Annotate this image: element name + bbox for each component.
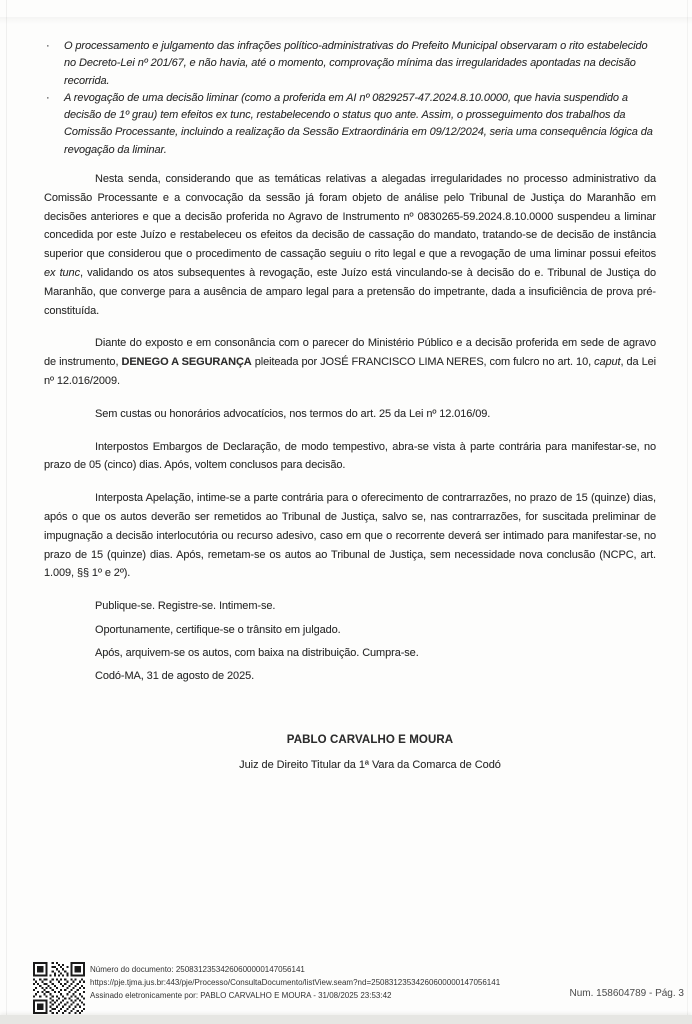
paragraph-nesta-senda bbox=[44, 170, 656, 320]
paragraph-embargos bbox=[44, 438, 656, 476]
text-segment-denego: DENEGO A SEGURANÇA bbox=[121, 356, 252, 369]
paragraph-date-place bbox=[44, 667, 656, 686]
text-segment: Interposta Apelação, intime-se a parte contrária para o oferecimento de contrarrazões, no prazo de 15 (quinze) dias, após o que os autos deverão ser remetidos ao Tribunal de Justiça, salvo se, nas contrarrazões, for suscitada preliminar de impugnação a decisão interlocutória ou recurso adesivo, caso em que o recorrente deverá ser intimado para manifestar-se, no prazo de 15 (quinze) dias. Após, remetam-se os autos ao Tribunal de Justiça, sem necessidade nova conclusão (NCPC, art. 1.009, §§ 1º e 2º). bbox=[44, 492, 656, 580]
paragraph-dispositivo bbox=[44, 334, 656, 390]
paragraph-arquivamento bbox=[44, 644, 656, 663]
paragraph-sem-custas bbox=[44, 405, 656, 424]
text-segment: Sem custas ou honorários advocatícios, nos termos do art. 25 da Lei nº 12.016/09. bbox=[95, 407, 491, 420]
scan-shadow-top bbox=[0, 17, 692, 24]
signature-name: PABLO CARVALHO E MOURA bbox=[286, 733, 454, 746]
text-segment: , validando os atos subsequentes à revogação, este Juízo está vinculando-se à decisão do e. Tribunal de Justiça do Maranhão, que converge para a ausência de amparo legal para a pretensão do impetrante, dada a insuficiência de prova pré-constituída. bbox=[44, 267, 657, 317]
footer-doc-number: Número do documento: 25083123534260600000147056141 bbox=[90, 965, 305, 974]
footer-url: https://pje.tjma.jus.br:443/pje/Processo/ConsultaDocumento/listView.seam?nd=25083123534260600000147056141 bbox=[90, 978, 501, 987]
text-segment: Diante do exposto e em consonância com o parecer do Ministério Público e a decisão proferida em sede de agravo de instrumento, bbox=[44, 337, 656, 369]
paragraph-transito bbox=[44, 621, 656, 640]
text-segment: , da Lei nº 12.016/2009. bbox=[44, 356, 656, 388]
footer-meta bbox=[90, 963, 500, 1002]
qr-code bbox=[33, 962, 85, 1014]
bullet-marker: · bbox=[46, 91, 50, 104]
observation-item bbox=[44, 90, 656, 159]
text-segment: O processamento e julgamento das infrações político-administrativas do Prefeito Municipal observaram o rito estabelecido no Decreto-Lei nº 201/67, e não havia, até o momento, comprovação mínima das irregularidades apontadas na decisão recorrida. bbox=[64, 40, 648, 87]
text-segment: Nesta senda, considerando que as temáticas relativas a alegadas irregularidades no processo administrativo da Comissão Processante e a convocação da sessão já foram objeto de análise pelo Tribunal de Justiça do Maranhão em decisões anteriores e que a decisão proferida no Agravo de Instrumento nº 0830265-59.2024.8.10.0000 suspendeu a liminar concedida por este Juízo e restabeleceu os efeitos da decisão de cassação do mandato, tratando-se de decisão de instância superior que considerou que o procedimento de cassação seguiu o rito legal e que a revogação de uma liminar possui efeitos bbox=[44, 173, 656, 261]
observation-item bbox=[44, 38, 656, 90]
paragraph-apelacao bbox=[44, 489, 656, 583]
signature-role: Juiz de Direito Titular da 1ª Vara da Comarca de Codó bbox=[239, 758, 501, 771]
bullet-marker: · bbox=[46, 40, 50, 52]
text-segment: pleiteada por JOSÉ FRANCISCO LIMA NERES, com fulcro no art. 10, bbox=[251, 356, 595, 369]
text-segment: Após, arquivem-se os autos, com baixa na distribuição. Cumpra-se. bbox=[95, 646, 419, 659]
signature-block bbox=[44, 734, 656, 771]
text-segment: Publique-se. Registre-se. Intimem-se. bbox=[95, 600, 276, 613]
footer-page-ref: Num. 158604789 - Pág. 3 bbox=[569, 988, 684, 999]
paragraph-publique bbox=[44, 597, 656, 616]
footer-signed-by: Assinado eletronicamente por: PABLO CARVALHO E MOURA - 31/08/2025 23:53:42 bbox=[90, 991, 392, 1000]
text-segment: Codó-MA, 31 de agosto de 2025. bbox=[95, 670, 255, 683]
document-content bbox=[44, 38, 656, 771]
text-segment: caput bbox=[594, 356, 621, 369]
scan-edge-bottom bbox=[0, 1015, 692, 1024]
text-segment: Interpostos Embargos de Declaração, de modo tempestivo, abra-se vista à parte contrária para manifestar-se, no prazo de 05 (cinco) dias. Após, voltem conclusos para decisão. bbox=[44, 440, 656, 472]
scan-edge-left bbox=[6, 0, 7, 1024]
text-segment: A revogação de uma decisão liminar (como a proferida em AI nº 0829257-47.2024.8.10.0000, que havia suspendido a decisão de 1º grau) tem efeitos ex tunc, restabelecendo o status quo ante. Assim, o prosseguimento dos trabalhos da Comissão Processante, incluindo a realização da Sessão Extraordinária em 09/12/2024, seria uma consequência lógica da revogação da liminar. bbox=[64, 91, 653, 156]
text-segment: Oportunamente, certifique-se o trânsito em julgado. bbox=[95, 623, 341, 636]
text-segment: ex tunc bbox=[44, 267, 80, 280]
scan-edge-right bbox=[687, 0, 688, 1024]
